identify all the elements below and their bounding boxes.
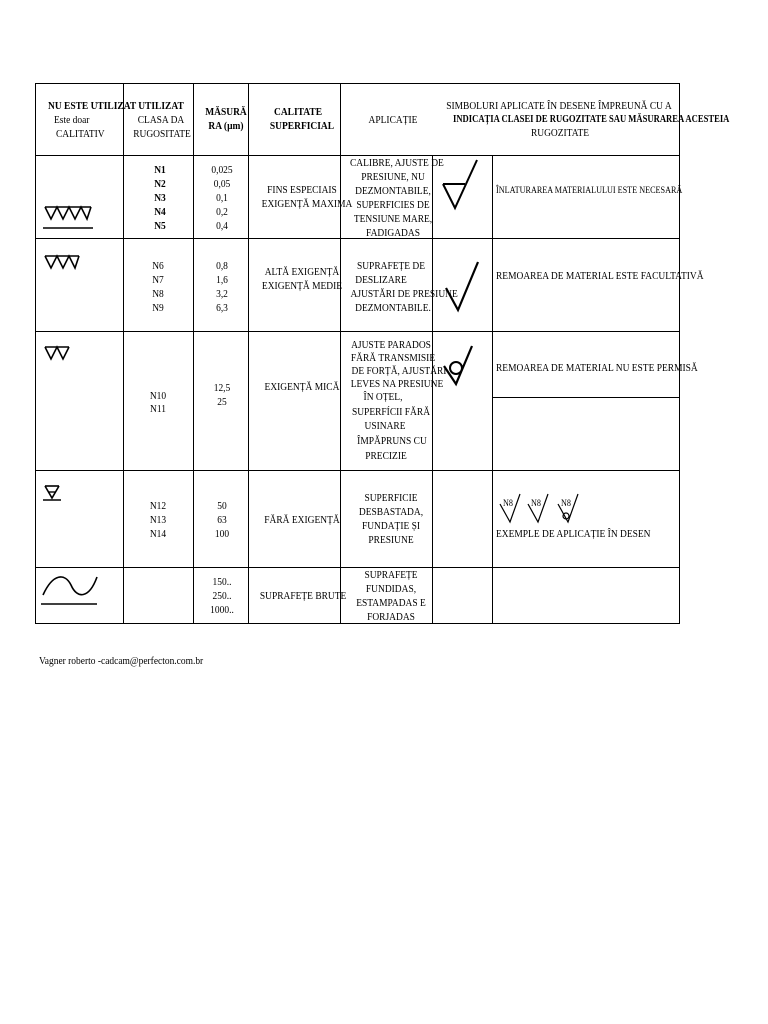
table-row-divider <box>35 238 680 239</box>
row5-quality: SUPRAFEȚE BRUTE <box>259 590 347 602</box>
row1-value: 0,4 <box>216 220 228 232</box>
table-col-divider <box>193 83 194 624</box>
row1-class-n2: N2 <box>154 178 166 190</box>
machining-required-symbol-icon <box>441 158 481 214</box>
row2-class: N8 <box>152 288 164 300</box>
table-col-divider <box>123 83 124 624</box>
row2-value: 0,8 <box>216 260 228 272</box>
row5-application: FORJADAS <box>367 611 415 622</box>
header-measure: MĂSURĂ <box>205 106 247 118</box>
row2-application: AJUSTĂRI DE PRESIUNE <box>350 288 458 300</box>
roughness-3-triangles-icon <box>43 254 83 274</box>
header-roughness: RUGOSITATE <box>133 128 191 140</box>
roughness-1-triangle-icon <box>43 484 63 502</box>
row3-value: 12,5 <box>213 382 231 394</box>
row3-application: ÎMPĂPRUNS CU <box>357 435 427 447</box>
row5-application: ESTAMPADAS E <box>356 597 426 609</box>
table-col-divider <box>248 83 249 624</box>
row2-quality: ALTĂ EXIGENȚĂ <box>264 266 340 278</box>
header-symbols-roughness: RUGOZITATE <box>530 127 590 139</box>
table-row-divider <box>35 567 680 568</box>
row1-class-n5: N5 <box>154 220 166 232</box>
row3-application: DE FORȚĂ, AJUSTĂRI <box>351 365 447 377</box>
row5-value: 150.. <box>212 576 232 588</box>
header-class: CLASA DA <box>137 114 185 126</box>
row1-value: 0,025 <box>211 164 233 176</box>
row1-class-n4: N4 <box>154 206 166 218</box>
row3-application: LEVES NA PRESIUNE <box>350 378 444 390</box>
header-not-used: NU ESTE UTILIZAT <box>48 100 137 112</box>
header-superficial: SUPERFICIAL <box>269 120 335 132</box>
row4-class: N13 <box>149 514 167 526</box>
row2-application: SUPRAFEȚE DE <box>356 260 426 272</box>
row5-application: FUNDIDAS, <box>365 583 417 595</box>
row1-value: 0,05 <box>213 178 231 190</box>
table-cell-divider <box>492 397 680 398</box>
row3-application: PRECIZIE <box>365 450 407 462</box>
header-qualitative: CALITATIV <box>56 128 105 140</box>
row2-value: 1,6 <box>216 274 228 286</box>
header-used: UTILIZAT <box>138 100 184 112</box>
example-label-n8: N8 <box>531 499 541 509</box>
header-symbols: SIMBOLURI APLICATE ÎN DESENE ÎMPREUNĂ CU A <box>446 100 672 112</box>
row3-value: 25 <box>217 396 227 408</box>
row2-class: N6 <box>152 260 164 272</box>
example-label-n8: N8 <box>503 499 513 509</box>
roughness-2-triangles-icon <box>43 345 71 363</box>
row2-application: DEZMONTABILE. <box>355 302 431 314</box>
row4-application: SUPERFICIE <box>364 492 418 504</box>
row2-value: 6,3 <box>216 302 228 314</box>
row3-class: N10 <box>149 390 167 402</box>
row1-application: FADIGADAS <box>366 227 420 237</box>
row1-value: 0,2 <box>216 206 228 218</box>
row1-class-n1: N1 <box>154 164 166 176</box>
table-border-top <box>35 83 680 84</box>
row4-value: 63 <box>217 514 227 526</box>
row4-class: N12 <box>149 500 167 512</box>
author-contact: Vagner roberto -cadcam@perfecton.com.br <box>39 655 204 667</box>
header-only-qualitative: Este doar <box>54 114 90 126</box>
roughness-4-triangles-icon <box>43 205 93 231</box>
row3-class: N11 <box>150 403 166 415</box>
row1-quality: FINS ESPECIAIS <box>267 184 337 196</box>
header-symbols-indication: INDICAȚIA CLASEI DE RUGOZITATE SAU MĂSURAREA ACESTEIA <box>453 114 730 125</box>
row2-note: REMOAREA DE MATERIAL ESTE FACULTATIVĂ <box>496 270 704 282</box>
row4-quality: FĂRĂ EXIGENȚĂ <box>264 514 340 526</box>
row2-class: N7 <box>152 274 164 286</box>
raw-surface-wave-icon <box>41 571 99 607</box>
row2-class: N9 <box>152 302 164 314</box>
table-border-left <box>35 83 36 624</box>
row2-value: 3,2 <box>216 288 228 300</box>
row1-application: TENSIUNE MARE, <box>353 213 433 225</box>
row3-note: REMOAREA DE MATERIAL NU ESTE PERMISĂ <box>496 362 698 374</box>
row4-note: EXEMPLE DE APLICAȚIE ÎN DESEN <box>496 528 651 540</box>
table-row-divider <box>35 155 680 156</box>
row4-class: N14 <box>149 528 167 540</box>
header-application: APLICAȚIE <box>368 114 418 126</box>
table-row-divider <box>35 470 680 471</box>
row3-quality: EXIGENȚĂ MICĂ <box>264 381 340 393</box>
row3-application: USINARE <box>364 420 406 432</box>
row3-application: FĂRĂ TRANSMISIE <box>350 352 436 364</box>
table-border-bottom <box>35 623 680 624</box>
row1-class-n3: N3 <box>154 192 166 204</box>
row1-quality: EXIGENȚĂ MAXIMA <box>261 198 353 210</box>
row3-application: AJUSTE PARADOS <box>351 339 431 351</box>
row5-value: 250.. <box>212 590 232 602</box>
row1-application: DEZMONTABILE, <box>355 185 431 197</box>
header-ra: RA (µm) <box>208 120 244 132</box>
row4-value: 50 <box>217 500 227 512</box>
table-col-divider <box>492 155 493 624</box>
table-col-divider <box>340 83 341 624</box>
row4-application: DESBASTADA, <box>358 506 424 518</box>
row5-value: 1000.. <box>210 604 234 616</box>
machining-optional-symbol-icon <box>442 260 482 314</box>
table-row-divider <box>35 331 680 332</box>
row4-application: PRESIUNE <box>368 534 414 546</box>
table-border-right <box>679 83 680 624</box>
row2-application: DESLIZARE <box>355 274 407 286</box>
row1-application: SUPERFICIES DE <box>356 199 430 211</box>
row1-value: 0,1 <box>216 192 228 204</box>
row2-quality: EXIGENȚĂ MEDIE <box>261 280 343 292</box>
example-label-n8: N8 <box>561 499 571 509</box>
row3-application: SUPERFÍCII FĂRĂ <box>351 406 431 418</box>
row3-application: ÎN OȚEL, <box>363 391 403 403</box>
row1-application: CALIBRE, AJUSTE DE <box>350 157 444 169</box>
row1-note: ÎNLATURAREA MATERIALULUI ESTE NECESARĂ <box>496 186 683 196</box>
row5-application: SUPRAFEȚE <box>364 569 418 581</box>
row4-value: 100 <box>214 528 230 540</box>
no-material-removal-symbol-icon <box>440 344 476 388</box>
row4-application: FUNDAȚIE ȘI <box>361 520 421 532</box>
row1-application: PRESIUNE, NU <box>361 171 425 183</box>
header-quality: CALITATE <box>273 106 322 118</box>
